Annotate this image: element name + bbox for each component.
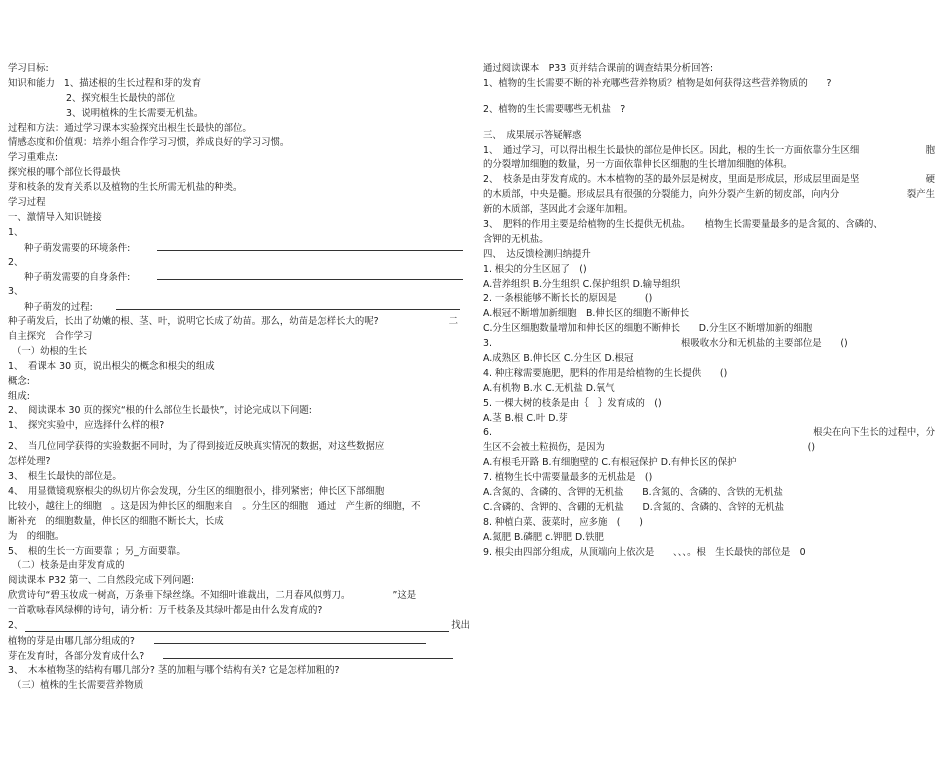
s2-q3-line (8, 649, 470, 664)
s1-item-4a: 4、 用显微镜观察根尖的纵切片你会发现，分生区的细胞很小，排列紧密；伸长区下部细胞 (8, 485, 385, 497)
mc-9: 9. 根尖由四部分组成，从顶端向上依次是 、、、。根 生长最快的部位是 0 (483, 546, 806, 558)
mc-5-options: A.茎 B.根 C.叶 D.芽 (483, 412, 568, 424)
s2-q2-blank[interactable] (154, 634, 426, 644)
mc-6-paren: () (807, 442, 815, 454)
mc-3-text: 根吸收水分和无机盐的主要部位是 () (680, 338, 848, 350)
p3-item-2a-tail: 硬 (925, 174, 935, 186)
mc-7-options-1: A.含氮的、含磷的、含钾的无机盐 B.含氮的、含磷的、含铁的无机盐 (483, 487, 783, 499)
q3-answer-blank[interactable] (116, 300, 460, 310)
s2-poem-2: 一首歌咏春风绿柳的诗句，请分析：万千枝条及其绿叶都是由什么发育成的? (8, 605, 323, 617)
p3-item-2c: 新的木质部，茎因此才会逐年加粗。 (483, 204, 634, 216)
attitude-values: 情感态度和价值观：培养小组合作学习习惯，养成良好的学习习惯。 (8, 137, 290, 149)
s2-item-2-blank[interactable] (25, 622, 449, 632)
mc-6-options: A.有根毛开路 B.有细胞壁的 C.有根冠保护 D.有伸长区的保护 (483, 457, 737, 469)
mc-2-options-1: A.根冠不断增加新细胞 B.伸长区的细胞不断伸长 (483, 308, 690, 320)
sub2-title: （二）枝条是由芽发育成的 (12, 560, 125, 572)
q2-line (8, 270, 470, 285)
p3-item-2a (483, 173, 935, 188)
s1-item-2-1: 1、 探究实验中，应选择什么样的根? (8, 420, 165, 432)
s2-item-2-tail: 找出 (451, 619, 470, 631)
mc-7-options-2: C.含磷的、含钾的、含硼的无机盐 D.含氮的、含磷的、含锌的无机盐 (483, 501, 784, 513)
s1-item-2: 2、 阅读课本 30 页的探究“根的什么部位生长最快”，讨论完成以下问题: (8, 405, 312, 417)
knowledge-item-1: 1、描述根的生长过程和芽的发育 (63, 77, 202, 89)
p3-item-2b (483, 188, 935, 203)
s2-item-3: 3、 木本植物茎的结构有哪几部分? 茎的加粗与哪个结构有关? 它是怎样加粗的? (8, 664, 340, 676)
s2-item-2 (8, 619, 470, 634)
right-q1: 1、植物的生长需要不断的补充哪些营养物质？植物是如何获得这些营养物质的 ? (483, 77, 832, 89)
s1-item-4b: 比较小，越往上的细胞 。这是因为伸长区的细胞来自 。分生区的细胞 通过 产生新的细胞，不 (8, 500, 421, 512)
q3-number: 3、 (8, 286, 24, 298)
part1-title: 一、激情导入知识链接 (8, 211, 102, 223)
s1-item-1: 1、 看课本 30 页，说出根尖的概念和根尖的组成 (8, 360, 215, 372)
bridge-text: 种子萌发后，长出了幼嫩的根、茎、叶，说明它长成了幼苗。那么，幼苗是怎样长大的呢? (8, 316, 379, 328)
concept-label: 概念: (8, 375, 30, 387)
knowledge-item-2: 2、探究根生长最快的部位 (66, 92, 176, 104)
mc-2: 2. 一条根能够不断长长的原因是 () (483, 293, 653, 305)
knowledge-line-1 (8, 77, 470, 92)
q2-answer-blank[interactable] (157, 270, 463, 280)
sub3-title: （三）植株的生长需要营养物质 (12, 679, 143, 694)
mc-4: 4. 种庄稼需要施肥，肥料的作用是给植物的生长提供 () (483, 367, 728, 379)
s2-q2-line (8, 634, 470, 649)
q1-number: 1、 (8, 226, 24, 238)
key-point-2: 芽和枝条的发育关系以及植物的生长所需无机盐的种类。 (8, 182, 243, 194)
bridge-line (8, 315, 470, 330)
mc-6-number: 6. (483, 427, 492, 439)
p3-item-1a (483, 144, 935, 159)
s2-poem: 欣赏诗句“碧玉妆成一树高，万条垂下绿丝绦。不知细叶谁裁出，二月春风似剪刀。 ”这是 (8, 590, 417, 602)
mc-1-options: A.营养组织 B.分生组织 C.保护组织 D.输导组织 (483, 278, 681, 290)
part2-number: 二 (448, 316, 458, 328)
p3-item-2b-text: 的木质部，中央是髓。形成层具有很强的分裂能力，向外分裂产生新的韧皮部，向内分 (483, 189, 840, 201)
mc-2-options-2: C.分生区细胞数量增加和伸长区的细胞不断伸长 D.分生区不断增加新的细胞 (483, 323, 813, 335)
knowledge-label: 知识和能力 (8, 77, 55, 89)
q1-line (8, 241, 470, 256)
q3-line (8, 300, 470, 315)
p3-item-2b-tail: 裂产生 (906, 189, 935, 201)
mc-6-text: 根尖在向下生长的过程中，分 (813, 427, 935, 439)
q2-text: 种子萌发需要的自身条件: (24, 272, 131, 284)
s2-q3-text: 芽在发育时，各部分发育成什么? (8, 650, 145, 662)
mc-4-options: A.有机物 B.水 C.无机盐 D.氧气 (483, 382, 615, 394)
mc-6-cont-text: 生区不会被土粒损伤，是因为 (483, 442, 605, 454)
sub3-title-line (8, 679, 470, 694)
key-point-1: 探究根的哪个部位长得最快 (8, 167, 121, 179)
mc-3-number: 3. (483, 338, 492, 350)
left-column (8, 62, 470, 693)
s2-q3-blank[interactable] (163, 649, 453, 659)
s1-item-2-2a: 2、 当几位同学获得的实验数据不同时，为了得到接近反映真实情况的数据，对这些数据应 (8, 441, 385, 453)
s1-item-4c: 断补充 的细胞数量，伸长区的细胞不断长大，长成 (8, 515, 224, 527)
part4-title: 四、 达反馈检测归纳提升 (483, 248, 591, 260)
p3-item-3a: 3、 肥料的作用主要是给植物的生长提供无机盐。 植物生长需要量最多的是含氮的、含磷的、 (483, 219, 883, 231)
objectives-title: 学习目标: (8, 63, 49, 74)
q1-text: 种子萌发需要的环境条件: (24, 242, 131, 254)
right-q2: 2、植物的生长需要哪些无机盐 ? (483, 103, 626, 115)
s2-q2-text: 植物的芽是由哪几部分组成的? (8, 635, 135, 647)
knowledge-item-3: 3、说明植株的生长需要无机盐。 (66, 107, 204, 119)
right-intro: 通过阅读课本 P33 页并结合课前的调查结果分析回答: (483, 63, 713, 74)
s2-intro: 阅读课本 P32 第一、二自然段完成下列问题: (8, 575, 195, 587)
mc-3 (483, 337, 935, 352)
composition-label: 组成: (8, 390, 30, 402)
s1-item-3: 3、 根生长最快的部位是。 (8, 471, 122, 483)
mc-7: 7. 植物生长中需要量最多的无机盐是 () (483, 472, 653, 484)
process-title: 学习过程 (8, 197, 46, 209)
p3-item-1b: 的分裂增加细胞的数量，另一方面依靠伸长区细胞的生长增加细胞的体积。 (483, 159, 793, 171)
mc-1: 1. 根尖的分生区屈了 () (483, 263, 587, 275)
key-points-title: 学习重难点: (8, 152, 59, 164)
mc-6-cont (483, 441, 935, 456)
mc-6 (483, 426, 935, 441)
right-column (483, 62, 935, 561)
mc-5: 5. 一棵大树的枝条是由｛ ｝发育成的 () (483, 397, 662, 409)
sub1-title: （一）幼根的生长 (12, 345, 88, 357)
q3-text: 种子萌发的过程: (24, 302, 93, 314)
part3-title: 三、 成果展示答疑解惑 (483, 129, 582, 141)
p3-item-1a-tail: 胞 (925, 144, 935, 156)
p3-item-3b: 含钾的无机盐。 (483, 233, 549, 245)
p3-item-2a-text: 2、 枝条是由芽发育成的。木本植物的茎的最外层是树皮，里面是形成层，形成层里面是坚 (483, 174, 860, 186)
process-method: 过程和方法：通过学习课本实验探究出根生长最快的部位。 (8, 122, 252, 134)
s1-item-5: 5、 根的生长一方面要靠 ；另_方面要靠。 (8, 545, 186, 557)
s1-item-2-2b: 怎样处理? (8, 456, 51, 468)
mc-3-options: A.成熟区 B.伸长区 C.分生区 D.根冠 (483, 353, 634, 365)
q2-number: 2、 (8, 256, 24, 268)
mc-8-options: A.氮肥 B.磷肥 c.钾肥 D.铁肥 (483, 531, 604, 543)
s2-item-2-number: 2、 (8, 619, 24, 631)
q1-answer-blank[interactable] (157, 241, 463, 251)
s1-item-4d: 为 的细胞。 (8, 530, 65, 542)
mc-8: 8. 种植白菜、菠菜时，应多施 ( ) (483, 516, 643, 528)
part2-title: 自主探究 合作学习 (8, 331, 93, 343)
p3-item-1a-text: 1、 通过学习，可以得出根生长最快的部位是伸长区。因此，根的生长一方面依靠分生区细 (483, 144, 860, 156)
